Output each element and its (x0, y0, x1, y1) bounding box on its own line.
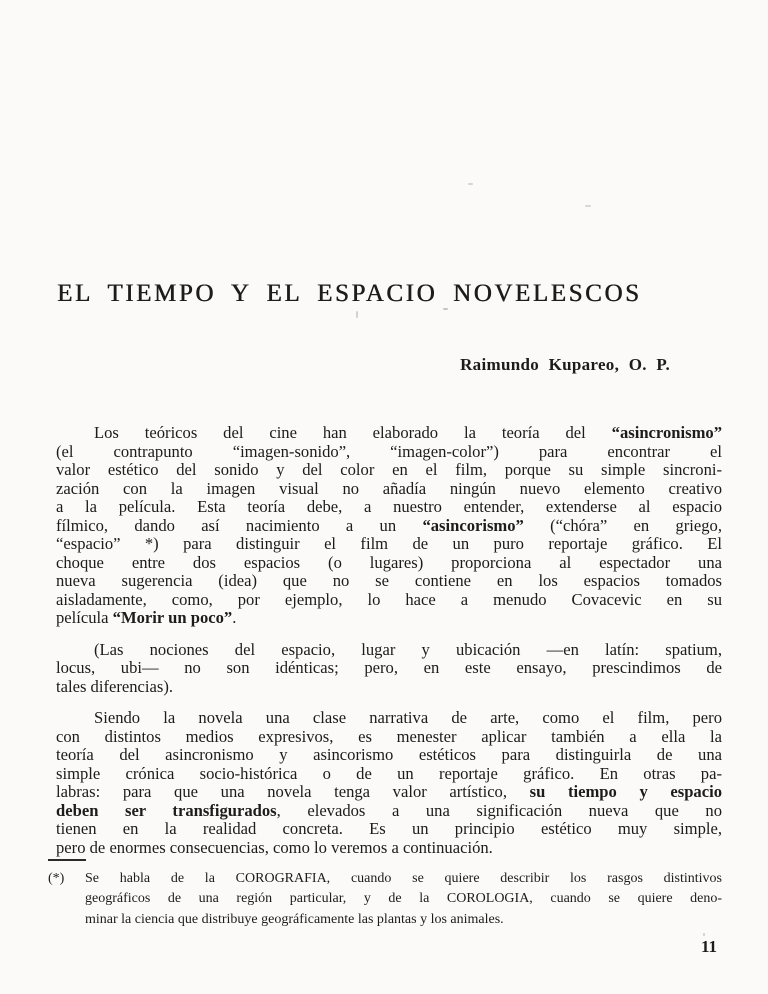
footnote-separator (48, 859, 86, 861)
text-run: minar la ciencia que distribuye geográficamente las plantas y los animales. (85, 911, 504, 927)
text-run: (Las nociones del espacio, lugar y ubicación —en latín: spatium, (94, 639, 722, 659)
text-line (85, 910, 722, 930)
text-line (56, 517, 722, 536)
text-line (56, 746, 722, 765)
text-line (56, 765, 722, 784)
article-body (56, 424, 722, 857)
paragraph (56, 424, 722, 628)
text-run: locus, ubi— no son idénticas; pero, en este ensayo, prescindimos de (56, 658, 722, 677)
footnote (48, 869, 722, 930)
text-line (56, 802, 722, 821)
text-run: Siendo la novela una clase narrativa de arte, como el film, pero (94, 708, 722, 727)
text-line (56, 461, 722, 480)
emphasized-text: “asincorismo” (422, 515, 524, 535)
text-run: . (232, 608, 237, 627)
text-line (56, 498, 722, 517)
text-run: simple crónica socio-histórica o de un reportaje gráfico. En otras pa- (56, 763, 722, 783)
text-run: teoría del asincronismo y asincorismo estéticos para distinguirla de una (56, 745, 722, 764)
scan-speck (356, 311, 358, 318)
scan-speck (585, 205, 591, 207)
page-title: EL TIEMPO Y EL ESPACIO NOVELESCOS (57, 280, 642, 307)
text-run: tienen en la realidad concreta. Es un principio estético muy simple, (56, 819, 722, 838)
text-run: aisladamente, como, por ejemplo, lo hace a menudo Covacevic en su (56, 589, 722, 609)
text-line (56, 709, 722, 728)
text-run: fílmico, dando así nacimiento a un (56, 515, 423, 535)
text-line (56, 572, 722, 591)
text-line (56, 554, 722, 573)
author-byline: Raimundo Kupareo, O. P. (460, 355, 670, 374)
page-number: 11 (700, 937, 717, 956)
text-run: “espacio” *) para distinguir el film de un puro reportaje gráfico. El (56, 534, 722, 553)
text-run: zación con la imagen visual no añadía ningún nuevo elemento creativo (56, 478, 722, 498)
scan-speck (703, 933, 705, 936)
text-line (56, 443, 722, 462)
text-run: nueva sugerencia (idea) que no se contiene en los espacios tomados (56, 571, 722, 590)
text-run: a la película. Esta teoría debe, a nuestro entender, extenderse al espacio (56, 497, 722, 516)
text-line (56, 609, 722, 628)
text-run: choque entre dos espacios (o lugares) proporciona al espectador una (56, 552, 722, 572)
text-run: , elevados a una significación nueva que no (276, 800, 722, 820)
paragraph (56, 709, 722, 857)
text-line (56, 424, 722, 443)
scan-speck (468, 183, 473, 185)
text-line (56, 480, 722, 499)
text-run: pero de enormes consecuencias, como lo veremos a continuación. (56, 837, 493, 857)
text-line (56, 678, 722, 697)
text-line (56, 839, 722, 858)
text-line (56, 659, 722, 678)
text-run: (el contrapunto “imagen-sonido”, “imagen-color”) para encontrar el (56, 441, 722, 461)
text-run: con distintos medios expresivos, es menester aplicar también a ella la (56, 726, 722, 746)
footnote-text (85, 869, 722, 930)
text-run: Se habla de la COROGRAFIA, cuando se quiere describir los rasgos distintivos (85, 871, 722, 886)
text-line (56, 783, 722, 802)
paragraph (56, 641, 722, 697)
emphasized-text: “Morir un poco” (112, 608, 233, 627)
text-run: Los teóricos del cine han elaborado la teoría del (94, 423, 612, 442)
emphasized-text: su tiempo y espacio (529, 782, 722, 801)
text-line (85, 869, 722, 889)
text-line (56, 535, 722, 554)
text-line (85, 889, 722, 909)
footnote-marker: (*) (48, 871, 65, 886)
text-line (56, 641, 722, 660)
text-line (56, 591, 722, 610)
text-run: labras: para que una novela tenga valor artístico, (56, 782, 530, 801)
text-run: tales diferencias). (56, 676, 174, 696)
emphasized-text: deben ser transfigurados (56, 800, 277, 820)
scan-speck (443, 308, 448, 310)
text-line (56, 728, 722, 747)
emphasized-text: “asincronismo” (611, 423, 722, 442)
text-run: geográficos de una región particular, y de la COROLOGIA, cuando se quiere deno- (85, 891, 722, 907)
text-run: película (56, 608, 113, 627)
text-run: (“chóra” en griego, (523, 515, 722, 535)
text-line (56, 820, 722, 839)
text-run: valor estético del sonido y del color en el film, porque su simple sincroni- (56, 460, 722, 479)
